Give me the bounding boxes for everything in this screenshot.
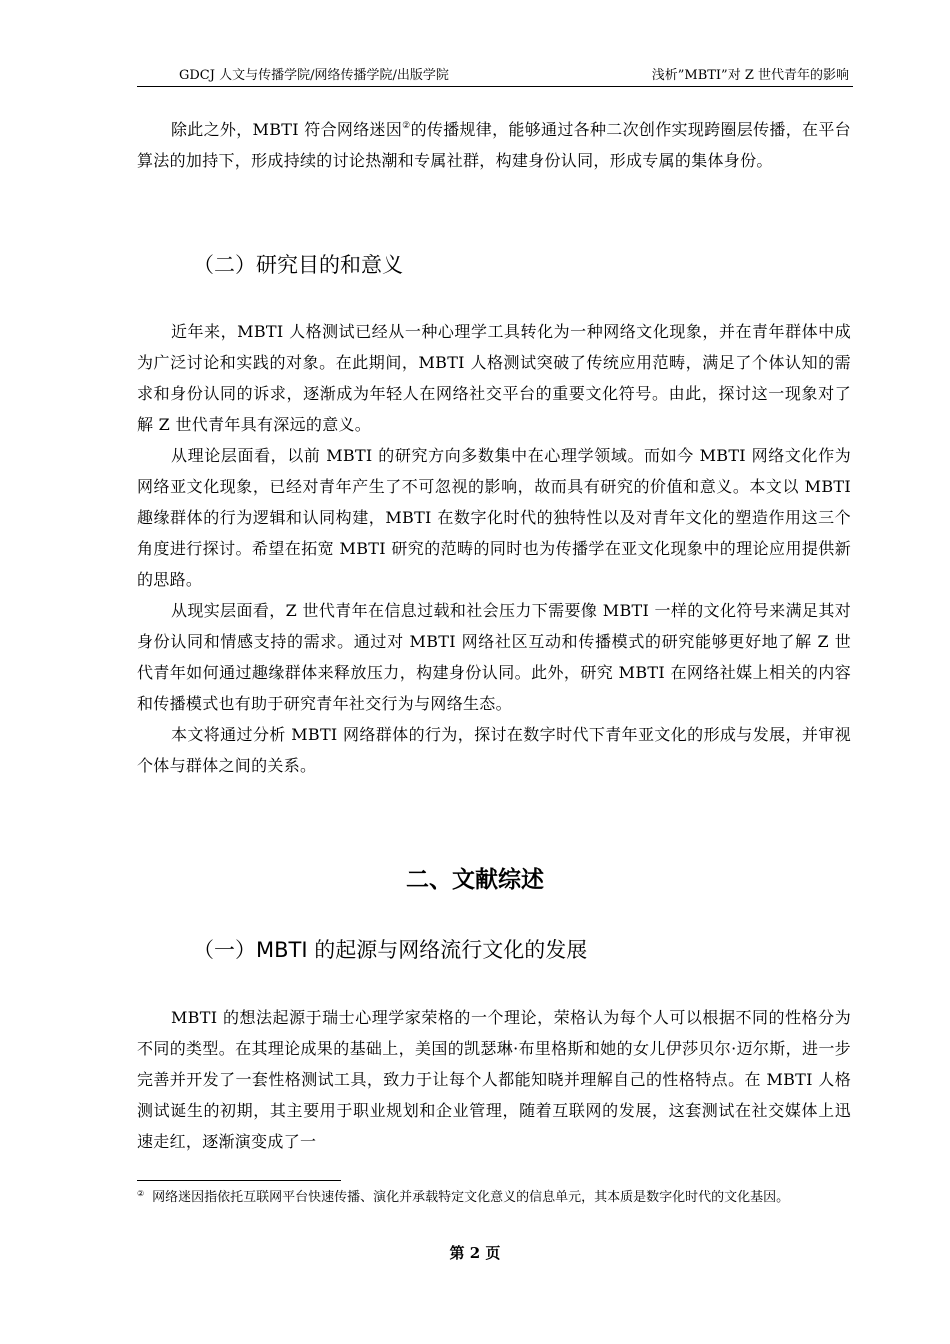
body-block-purpose (137, 316, 851, 781)
paragraph-origin: MBTI 的想法起源于瑞士心理学家荣格的一个理论，荣格认为每个人可以根据不同的性格分为不同的类型。在其理论成果的基础上，美国的凯瑟琳·布里格斯和她的女儿伊莎贝尔·迈尔斯，进一步完善并开发了一套性格测试工具，致力于让每个人都能知晓并理解自己的性格特点。在 MBTI 人格测试诞生的初期，其主要用于职业规划和企业管理，随着互联网的发展，这套测试在社交媒体上迅速走红，逐渐演变成了一 (137, 1008, 851, 1151)
running-header (137, 66, 853, 87)
body-block-origin (137, 1002, 851, 1157)
footnote-separator (137, 1180, 341, 1181)
section-heading-origin: （一）MBTI 的起源与网络流行文化的发展 (193, 938, 588, 962)
paragraph-meme-text-b: 的传播规律，能够通过各种二次创作实现跨圈层传播，在平台算法的加持下，形成持续的讨论热潮和专属社群，构建身份认同，形成专属的集体身份。 (137, 120, 851, 170)
paragraph-intro: 近年来，MBTI 人格测试已经从一种心理学工具转化为一种网络文化现象，并在青年群体中成为广泛讨论和实践的对象。在此期间，MBTI 人格测试突破了传统应用范畴，满足了个体认知的需求和身份认同的诉求，逐渐成为年轻人在网络社交平台的重要文化符号。由此，探讨这一现象对了解 Z 世代青年具有深远的意义。 (137, 322, 851, 434)
header-title: 浅析”MBTI”对 Z 世代青年的影响 (651, 68, 849, 83)
paragraph-practice: 从现实层面看，Z 世代青年在信息过载和社会压力下需要像 MBTI 一样的文化符号来满足其对身份认同和情感支持的需求。通过对 MBTI 网络社区互动和传播模式的研究能够更好地了解 Z 世代青年如何通过趣缘群体来释放压力，构建身份认同。此外，研究 MBTI 在网络社媒上相关的内容和传播模式也有助于研究青年社交行为与网络生态。 (137, 601, 851, 713)
header-institution: GDCJ 人文与传播学院/网络传播学院/出版学院 (179, 68, 449, 83)
paragraph-theory: 从理论层面看，以前 MBTI 的研究方向多数集中在心理学领域。而如今 MBTI 网络文化作为网络亚文化现象，已经对青年产生了不可忽视的影响，故而具有研究的价值和意义。本文以 MBTI 趣缘群体的行为逻辑和认同构建，MBTI 在数字化时代的独特性以及对青年文化的塑造作用这三个角度进行探讨。希望在拓宽 MBTI 研究的范畴的同时也为传播学在亚文化现象中的理论应用提供新的思路。 (137, 446, 851, 589)
paragraph-meme (137, 114, 851, 176)
footnote-mark: ② (137, 1189, 145, 1198)
footnote (137, 1188, 851, 1207)
footnote-text: 网络迷因指依托互联网平台快速传播、演化并承载特定文化意义的信息单元，其本质是数字化时代的文化基因。 (152, 1190, 790, 1205)
section-heading-purpose: （二）研究目的和意义 (193, 253, 403, 277)
footnote-ref[interactable]: ② (402, 121, 411, 131)
paragraph-method: 本文将通过分析 MBTI 网络群体的行为，探讨在数字时代下青年亚文化的形成与发展，并审视个体与群体之间的关系。 (137, 725, 851, 775)
paragraph-meme-text-a: 除此之外，MBTI 符合网络迷因 (171, 120, 403, 139)
page-number: 第 2 页 (449, 1244, 501, 1262)
chapter-heading-literature: 二、文献综述 (406, 867, 544, 893)
